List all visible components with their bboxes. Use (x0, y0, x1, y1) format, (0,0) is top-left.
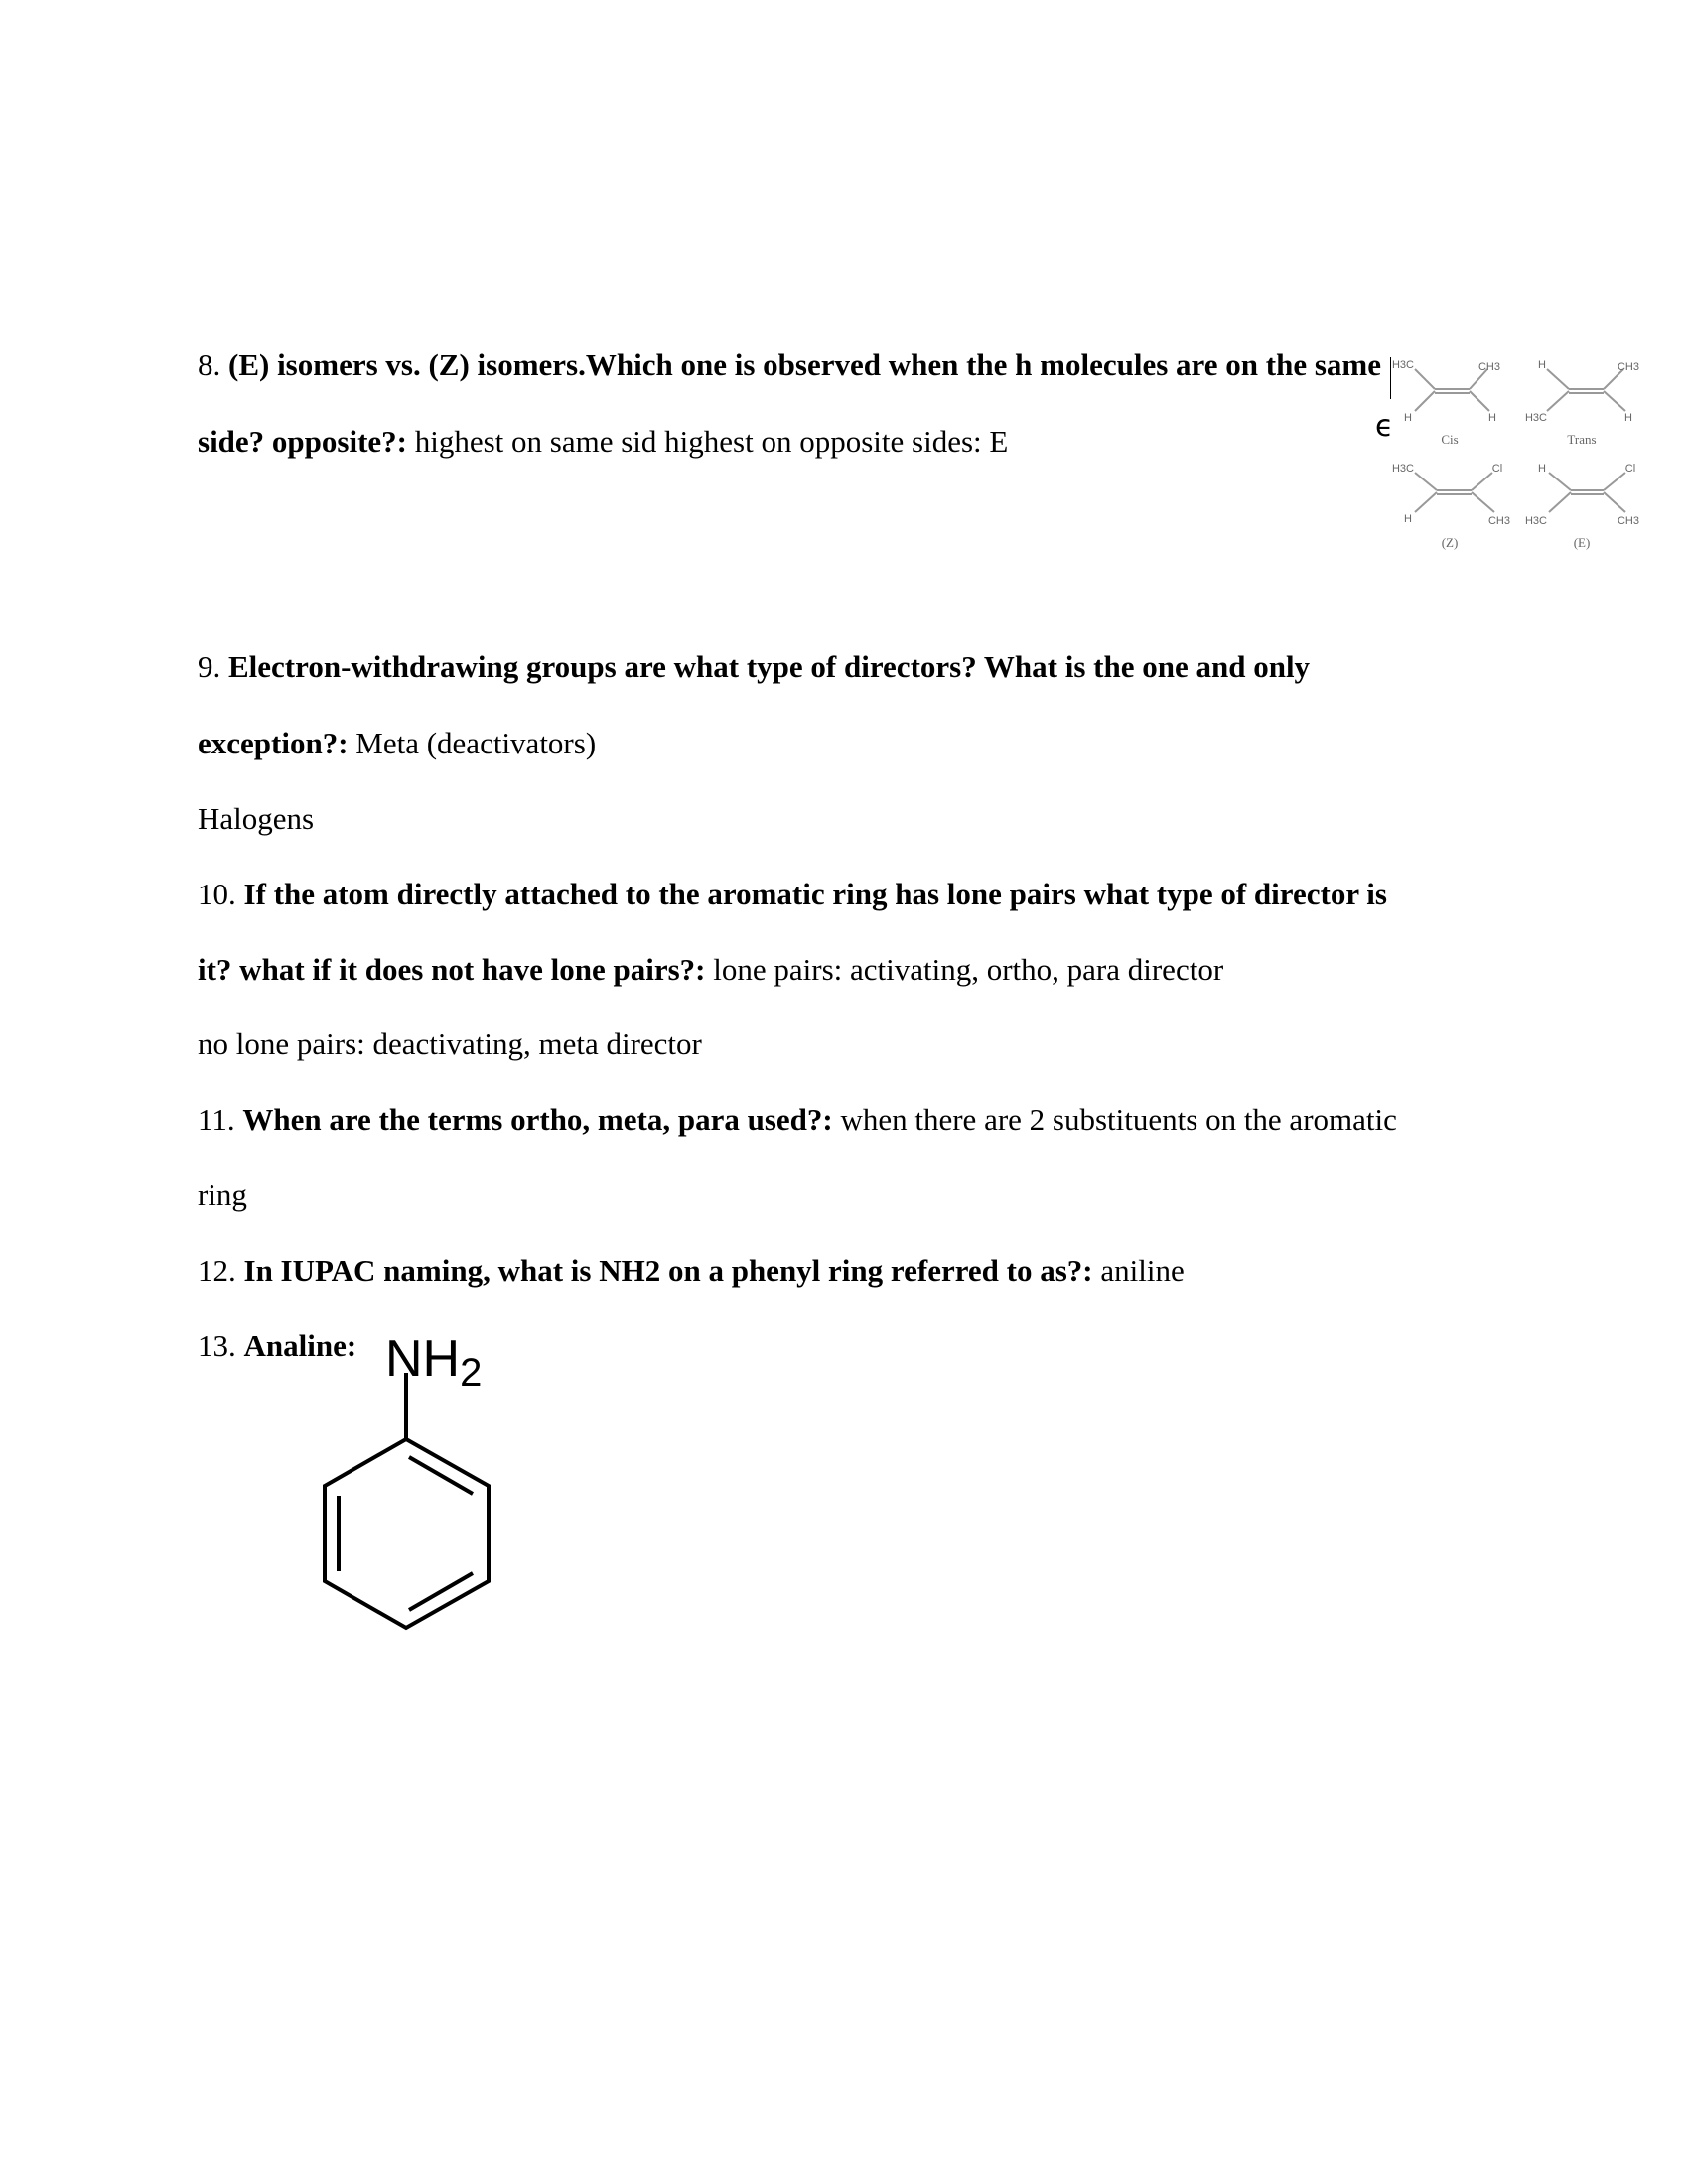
epsilon-symbol: ϵ (1375, 409, 1394, 444)
answer-text: Meta (deactivators) (348, 726, 597, 760)
aniline-structure (0, 1291, 695, 1688)
z-label: (Z) (1441, 535, 1459, 550)
question-text: (E) isomers vs. (Z) isomers.Which one is observed when the h molecules are on the same (228, 347, 1381, 382)
item-11-line-1 (198, 1100, 1397, 1140)
question-text: it? what if it does not have lone pairs?: (198, 952, 706, 987)
item-9-answer-2: Halogens (198, 801, 315, 836)
trans-tr: CH3 (1617, 361, 1640, 373)
item-9-line-2 (198, 724, 596, 763)
item-8-line-1 (198, 345, 1381, 385)
item-number: 12. (198, 1253, 236, 1288)
item-number: 11. (198, 1102, 235, 1137)
answer-text: when there are 2 substituents on the aromatic (832, 1102, 1397, 1137)
isomer-figure (0, 0, 1688, 596)
cis-bl: H (1404, 412, 1412, 424)
z-tr: Cl (1491, 463, 1503, 475)
question-text: When are the terms ortho, meta, para used?: (242, 1102, 833, 1137)
e-tr: Cl (1624, 463, 1636, 475)
question-text: Electron-withdrawing groups are what type of directors? What is the one and only (228, 649, 1311, 684)
question-text: Analine: (243, 1328, 357, 1363)
trans-label: Trans (1567, 432, 1597, 447)
item-11-answer-2: ring (198, 1177, 247, 1212)
text-cursor (1390, 357, 1391, 399)
z-br: CH3 (1487, 515, 1511, 527)
item-number: 10. (198, 877, 236, 911)
trans-tl: H (1538, 359, 1546, 371)
item-10-line-2 (198, 950, 1223, 990)
cis-label: Cis (1441, 432, 1459, 447)
item-number: 9. (198, 649, 221, 684)
answer-text: highest on same sid highest on opposite sides: E (407, 424, 1009, 459)
z-tl: H3C (1391, 463, 1415, 475)
question-text: If the atom directly attached to the aromatic ring has lone pairs what type of director is (243, 877, 1387, 911)
item-number: 8. (198, 347, 221, 382)
e-tl: H (1538, 463, 1546, 475)
question-text: side? opposite?: (198, 424, 407, 459)
amine-group: NH (385, 1330, 461, 1388)
trans-bl: H3C (1524, 412, 1548, 424)
svg-text:NH2 (385, 1330, 482, 1395)
answer-text: aniline (1092, 1253, 1185, 1288)
cis-br: H (1488, 412, 1496, 424)
item-12-line-1 (198, 1251, 1185, 1291)
answer-text: lone pairs: activating, ortho, para director (705, 952, 1224, 987)
item-10-line-1 (198, 875, 1387, 914)
z-bl: H (1404, 513, 1412, 525)
item-number: 13. (198, 1328, 236, 1363)
item-9-line-1 (198, 647, 1310, 687)
e-br: CH3 (1617, 515, 1640, 527)
cis-tl: H3C (1391, 359, 1415, 371)
trans-br: H (1624, 412, 1632, 424)
question-text: In IUPAC naming, what is NH2 on a phenyl ring referred to as?: (243, 1253, 1093, 1288)
e-label: (E) (1573, 535, 1591, 550)
question-text: exception?: (198, 726, 349, 760)
amine-subscript: 2 (460, 1351, 483, 1395)
e-bl: H3C (1524, 515, 1548, 527)
item-8-line-2 (198, 422, 1008, 462)
item-10-answer-2: no lone pairs: deactivating, meta director (198, 1026, 702, 1061)
cis-tr: CH3 (1477, 361, 1501, 373)
